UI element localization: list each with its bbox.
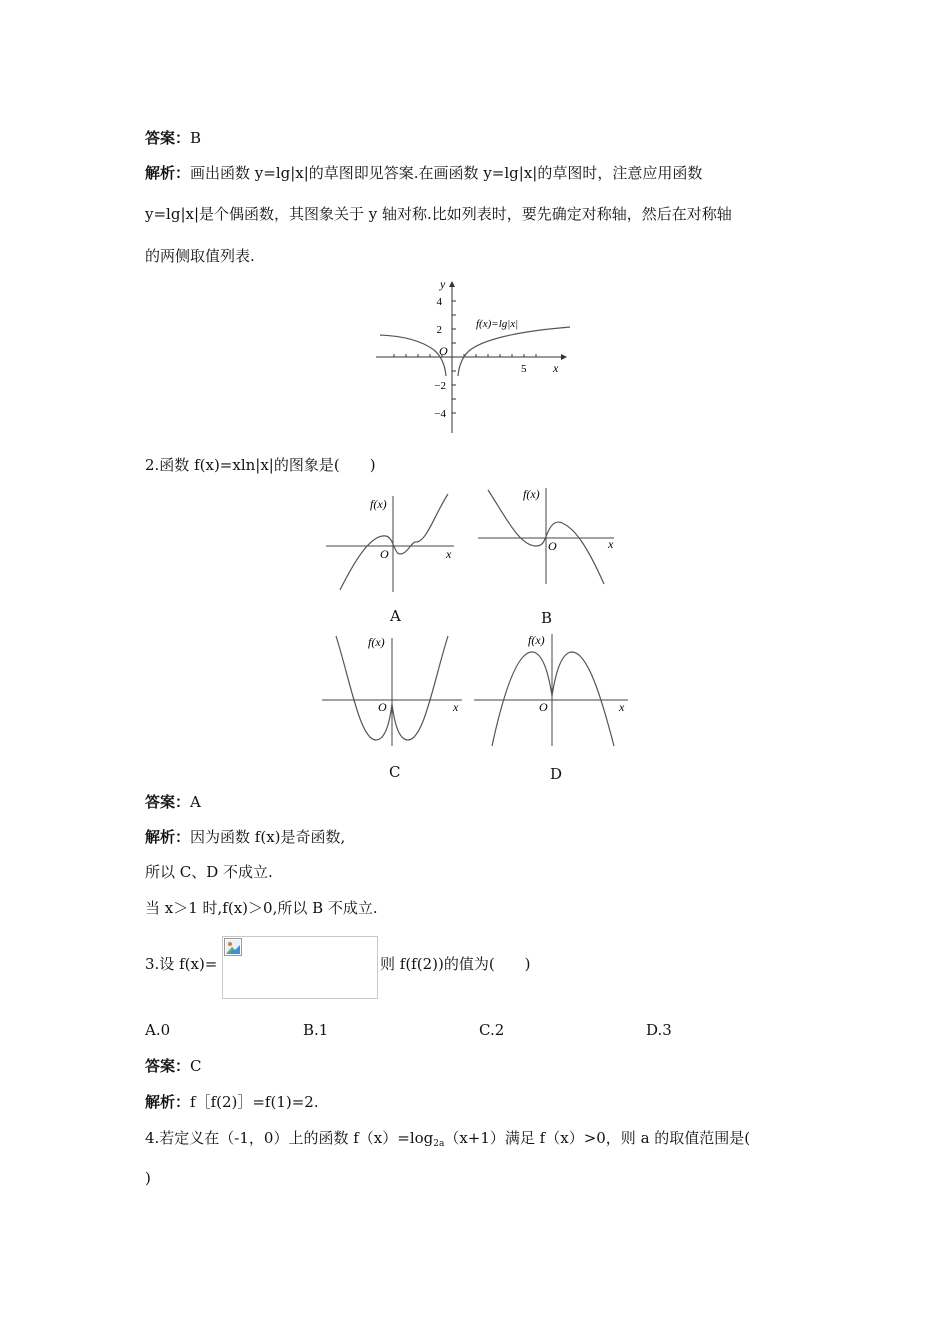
q2-d-ylabel: f(x) [528,633,545,647]
q2-analysis-label: 解析： [145,828,191,846]
q1-analysis-text1: 画出函数 y=lg|x|的草图即见答案.在画函数 y=lg|x|的草图时，注意应用函数 [190,164,703,182]
q3-option-a: A.0 [145,1021,171,1039]
q4-question-part2: （x+1）满足 f（x）>0，则 a 的取值范围是( [444,1129,751,1147]
q3-analysis [145,1092,810,1112]
q2-a-curve [340,494,448,590]
q2-graph-b [474,484,619,594]
q4-question-sub: 2a [433,1139,445,1149]
q3-question-suffix: 则 f(f(2))的值为( ) [380,955,531,973]
q3-answer-label: 答案： [145,1057,191,1075]
q2-a-xlabel: x [446,547,452,561]
q2-answer-label: 答案： [145,793,191,811]
q2-c-xlabel: x [453,700,459,714]
q2-c-ylabel: f(x) [368,635,385,649]
q1-y-tick-2: 2 [436,324,442,336]
q3-analysis-text: f［f(2)］=f(1)=2. [190,1093,319,1111]
q2-analysis-text1: 因为函数 f(x)是奇函数, [190,828,346,846]
q4-question [145,1128,810,1154]
q1-y-tick-neg2: −2 [434,380,446,392]
q2-analysis-line2: 所以 C、D 不成立. [145,863,273,881]
q2-d-xlabel: x [619,700,625,714]
q1-analysis-line1 [145,163,810,183]
q2-b-origin: O [548,539,557,553]
q2-d-curve [492,652,614,746]
q2-b-ylabel: f(x) [523,487,540,501]
q4-question-line2: ) [145,1169,151,1187]
q3-question-prefix: 3.设 f(x)= [145,955,218,973]
q2-answer-value: A [190,793,201,811]
q2-c-origin: O [378,700,387,714]
q1-analysis-label: 解析： [145,164,191,182]
q1-x-label: x [553,361,559,375]
q3-answer-value: C [190,1057,202,1075]
q3-analysis-label: 解析： [145,1093,191,1111]
q3-option-d: D.3 [646,1021,672,1039]
q2-graph-c [320,630,465,748]
q2-b-xlabel: x [608,537,614,551]
q1-x-tick-5: 5 [521,363,527,375]
q2-graph-d [472,630,632,748]
q1-graph [370,276,580,438]
q1-y-label: y [440,277,446,291]
q2-answer [145,792,810,812]
q2-analysis-line1 [145,827,810,847]
q4-question-part1: 4.若定义在（-1，0）上的函数 f（x）=log [145,1129,434,1147]
q2-a-ylabel: f(x) [370,497,387,511]
q3-answer [145,1056,810,1076]
q2-label-d: D [550,765,563,783]
q2-label-a: A [390,607,401,625]
broken-image-icon [224,938,242,956]
q1-origin-label: O [439,344,448,358]
q1-y-tick-neg4: −4 [434,408,446,420]
q3-formula-image [222,936,378,999]
q2-question: 2.函数 f(x)=xln|x|的图象是( ) [145,456,376,474]
q1-answer-value: B [190,129,202,147]
q1-answer [145,128,810,148]
q1-answer-label: 答案： [145,129,191,147]
q3-option-b: B.1 [303,1021,329,1039]
q2-label-c: C [389,763,401,781]
q2-analysis-line3: 当 x＞1 时,f(x)＞0,所以 B 不成立. [145,899,378,917]
q1-curve-left [380,335,446,376]
q1-analysis-line3: 的两侧取值列表. [145,247,255,265]
q1-curve-label: f(x)=lg|x| [476,318,519,330]
q1-analysis-line2: y=lg|x|是个偶函数，其图象关于 y 轴对称.比如列表时，要先确定对称轴，然后在对称轴 [145,205,732,223]
q2-graph-a [322,486,462,596]
q2-d-origin: O [539,700,548,714]
q1-y-tick-4: 4 [436,296,442,308]
q2-a-origin: O [380,547,389,561]
q3-option-c: C.2 [479,1021,505,1039]
q2-label-b: B [541,609,553,627]
